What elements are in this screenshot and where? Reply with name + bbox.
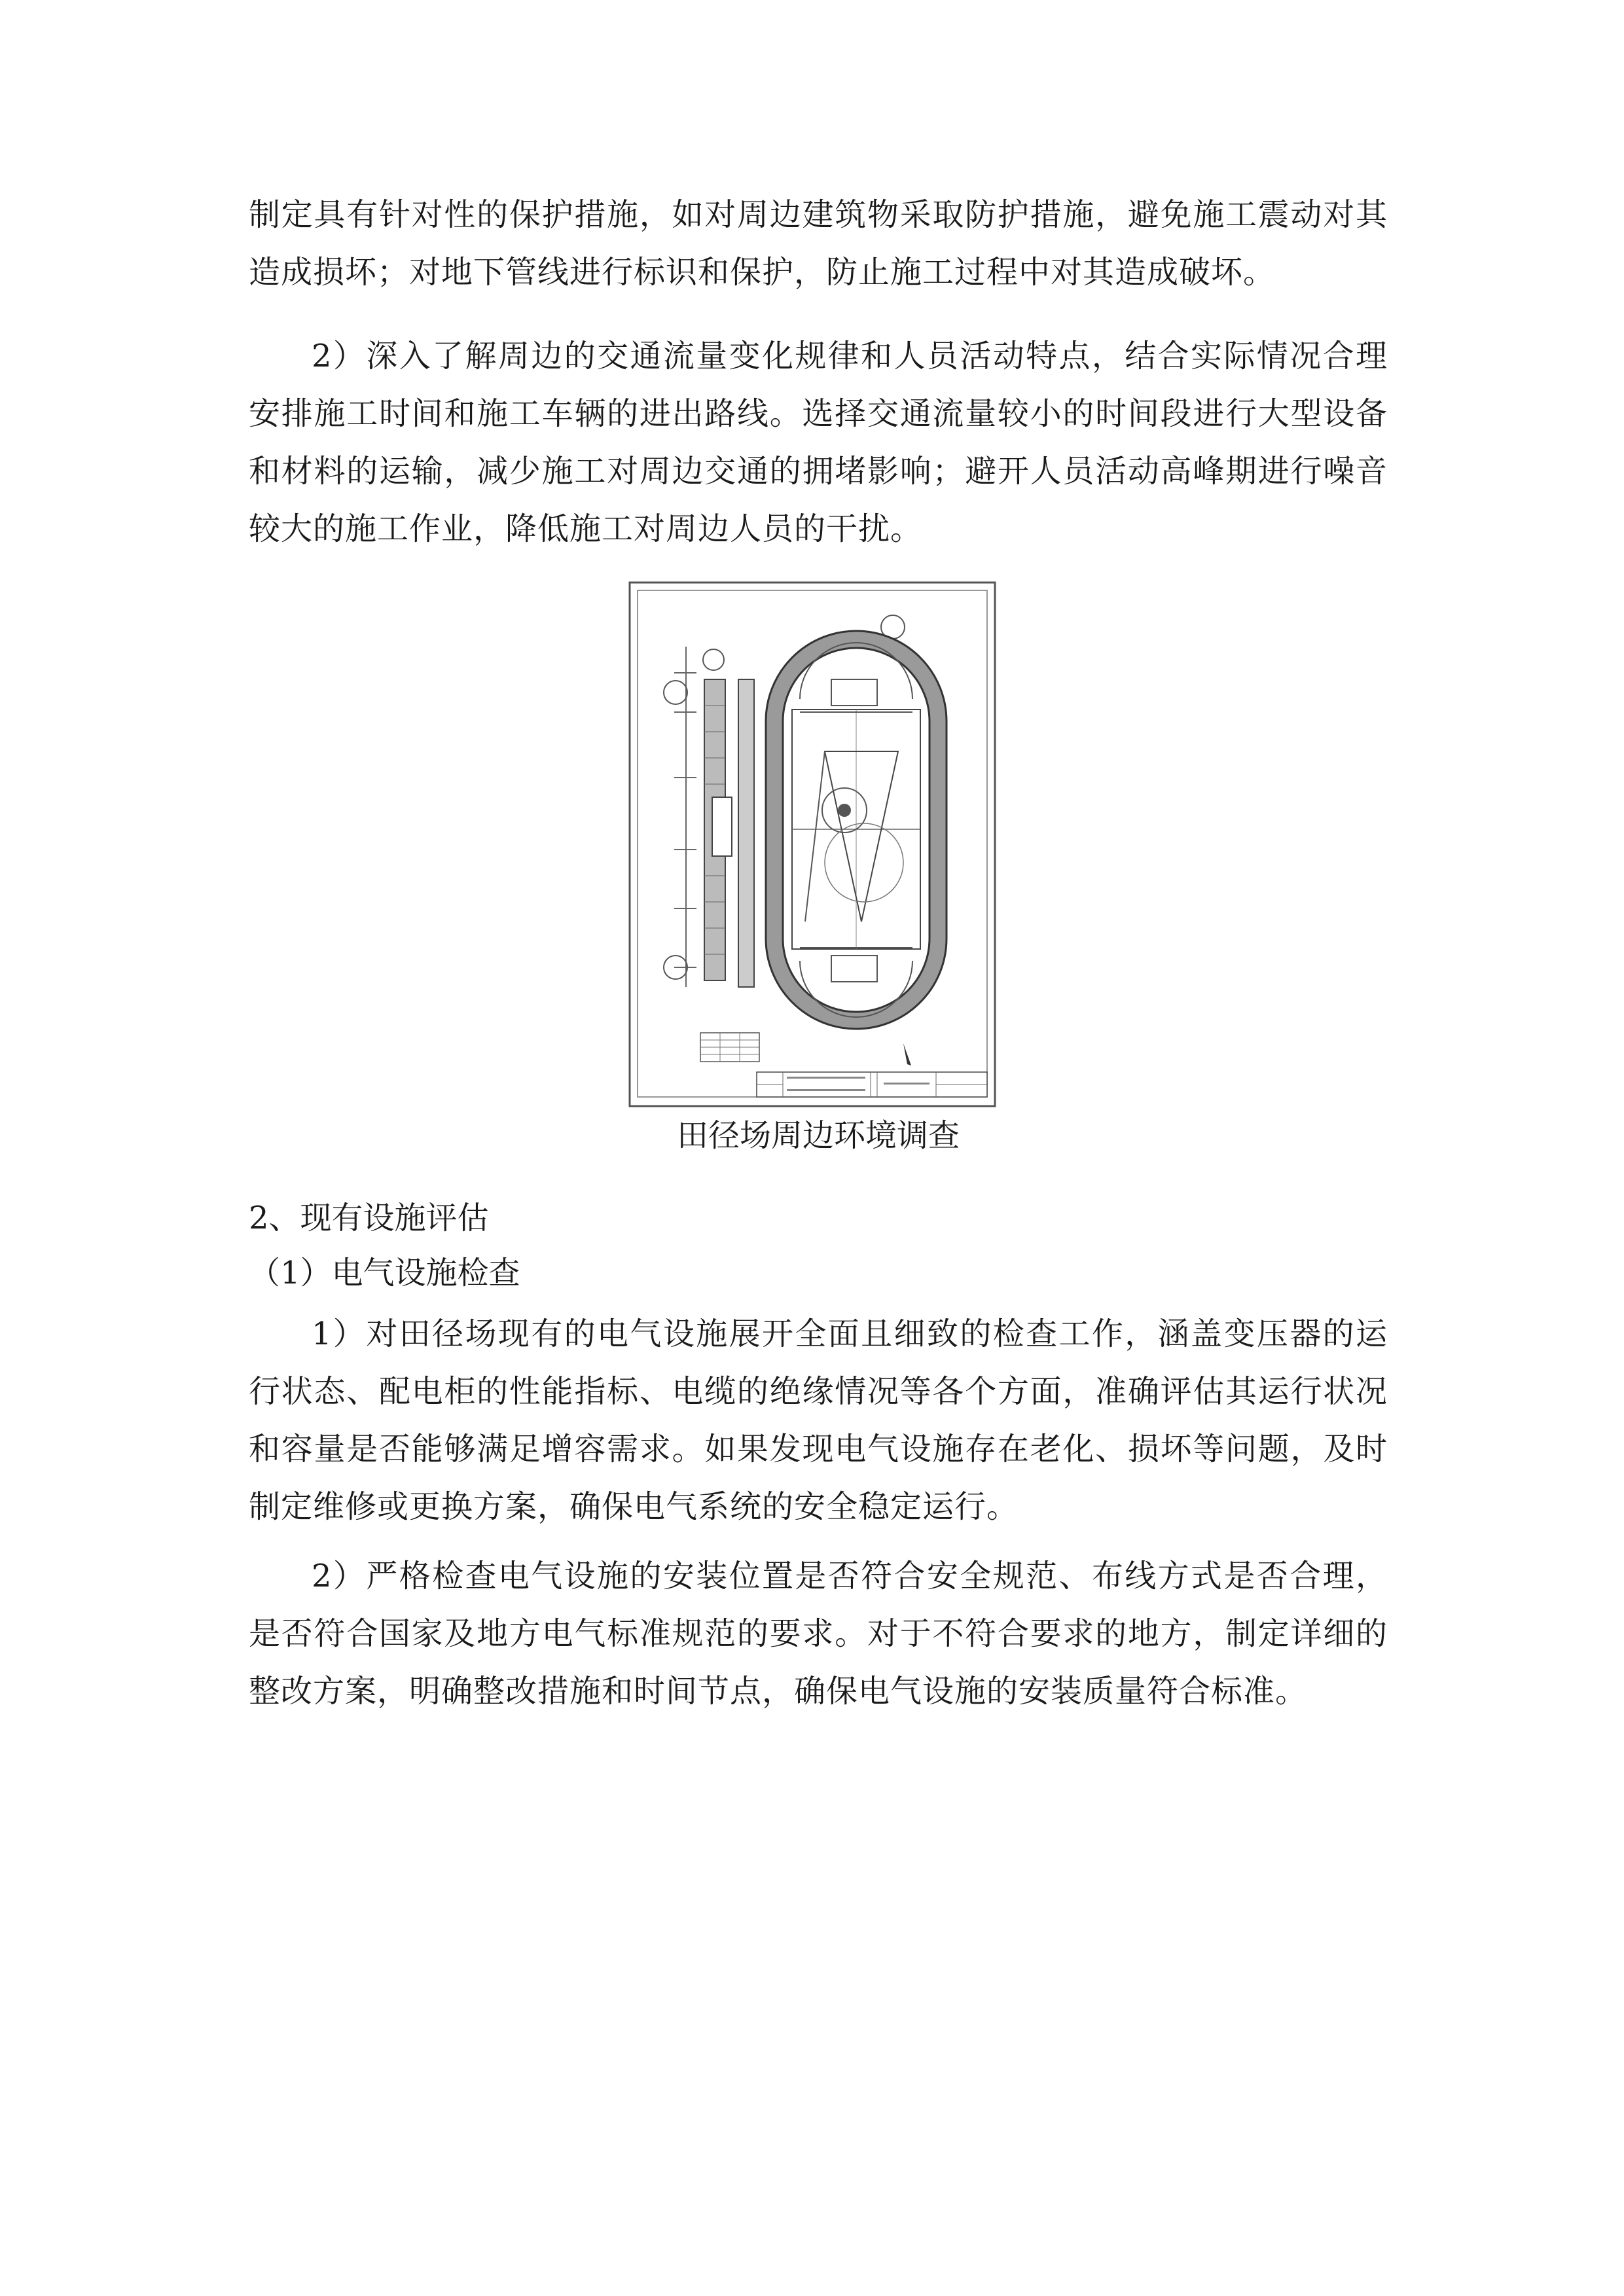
paragraph-electrical-inspection: 1）对田径场现有的电气设施展开全面且细致的检查工作，涵盖变压器的运行状态、配电柜的性能指标、电缆的绝缘情况等各个方面，准确评估其运行状况和容量是否能够满足增容需求。如果发现电气设施存在老化、损坏等问题，及时制定维修或更换方案，确保电气系统的安全稳定运行。 bbox=[249, 1316, 1388, 1525]
paragraph-installation-compliance: 2）严格检查电气设施的安装位置是否符合安全规范、布线方式是否合理，是否符合国家及地方电气标准规范的要求。对于不符合要求的地方，制定详细的整改方案，明确整改措施和时间节点，确保电气设施的安装质量符合标准。 bbox=[249, 1558, 1388, 1710]
paragraph-protection-measures: 制定具有针对性的保护措施，如对周边建筑物采取防护措施，避免施工震动对其造成损坏；对地下管线进行标识和保护，防止施工过程中对其造成破坏。 bbox=[249, 196, 1388, 291]
track-field-drawing bbox=[628, 581, 996, 1107]
section-heading: 2、现有设施评估 bbox=[249, 1200, 489, 1236]
paragraph-traffic-survey: 2）深入了解周边的交通流量变化规律和人员活动特点，结合实际情况合理安排施工时间和施工车辆的进出路线。选择交通流量较小的时间段进行大型设备和材料的运输，减少施工对周边交通的拥堵影响；避开人员活动高峰期进行噪音较大的施工作业，降低施工对周边人员的干扰。 bbox=[249, 338, 1388, 547]
figure-caption: 田径场周边环境调查 bbox=[676, 1117, 960, 1154]
subsection-heading: （1）电气设施检查 bbox=[249, 1255, 520, 1291]
